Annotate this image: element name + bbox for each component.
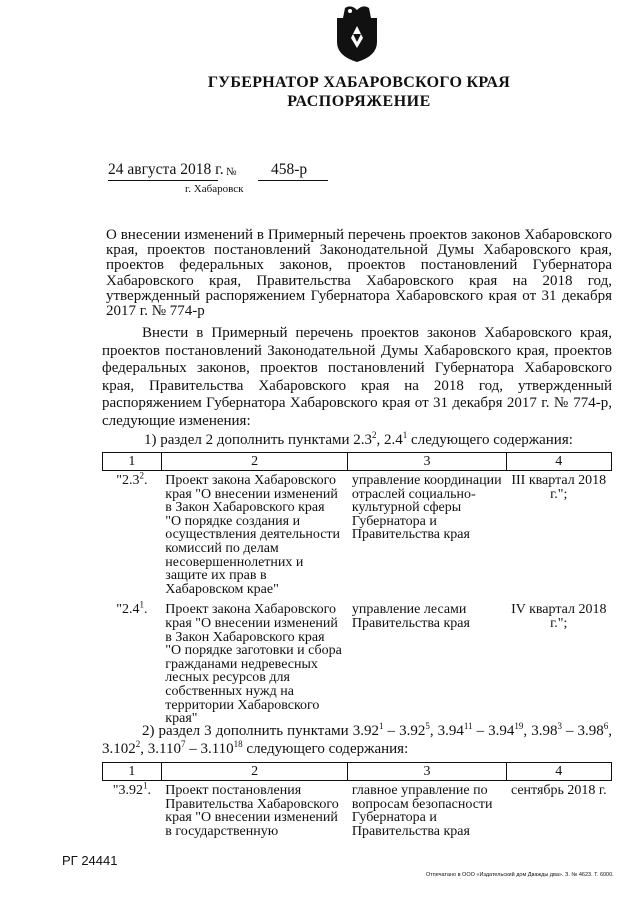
document-subject: О внесении изменений в Примерный перечень проектов законов Хабаровского края, проектов постановлений Законодательной Думы Хабаровского края, проектов федеральных законов, проектов постановлений Губернатора Хабаровского края, Правительства Хабаровского края на 2018 год, утвержденный распоряжением Губернатора Хабаровского края от 31 декабря 2017 г. № 774-р <box>106 227 612 320</box>
row-term: сентябрь 2018 г. <box>510 783 607 798</box>
date-underline <box>108 180 218 181</box>
row-title: Проект закона Хабаровского края "О внесении изменений в Закон Хабаровского края "О порядке заготовки и сбора гражданами недревесных лесных ресурсов для собственных нужд на территории Хабаровского края" <box>165 602 342 727</box>
row-responsible: управление координации отраслей социально-культурной сферы Губернатора и Правительства края <box>351 473 502 543</box>
number-underline <box>258 180 328 181</box>
column-header: 4 <box>506 763 611 781</box>
coat-of-arms-icon <box>333 4 381 64</box>
column-header: 3 <box>348 453 506 471</box>
column-header: 2 <box>161 453 348 471</box>
row-number: "$2.3^2$. <box>116 470 148 488</box>
amendment-table-1 <box>102 452 612 730</box>
document-number: 458-р <box>271 161 308 178</box>
registry-code: РГ 24441 <box>62 853 118 868</box>
main-paragraph: Внести в Примерный перечень проектов законов Хабаровского края, проектов постановлений Законодательной Думы Хабаровского края, проектов федеральных законов, проектов постановлений Губернатора Хабаровского края, Правительства Хабаровского края на 2018 год, утвержденный распоряжением Губернатора Хабаровского края от 31 декабря 2017 г. № 774-р, следующие изменения: <box>102 325 612 429</box>
row-number: "$2.4^1$. <box>116 599 148 618</box>
table-row <box>103 781 612 843</box>
amendment-table-2 <box>102 762 612 842</box>
row-title: Проект закона Хабаровского края "О внесении изменений в Закон Хабаровского края "О порядке создания и осуществления деятельности комиссий по делам несовершеннолетних и защите их прав в Хабаровском крае" <box>165 473 341 597</box>
number-sign: № <box>226 166 237 178</box>
row-number: "3.92$^1$. <box>112 780 151 798</box>
row-term: III квартал 2018 г."; <box>511 473 607 502</box>
table-row <box>103 600 612 729</box>
column-header: 2 <box>161 763 348 781</box>
item-2: 2) раздел 3 дополнить пунктами 3.92$^1$ – 3.92$^5$, 3.94$^{11}$ – 3.94$^{19}$, 3.98$^3$ – 3.98$^6$, 3.102$^2$, 3.110$^7$ – 3.110$^{18}$ следующего содержания: <box>102 721 613 757</box>
row-responsible: главное управление по вопросам безопасности Губернатора и Правительства края <box>351 783 493 839</box>
document-type: РАСПОРЯЖЕНИЕ <box>287 93 431 110</box>
document-date: 24 августа 2018 г. <box>108 161 224 178</box>
column-header: 1 <box>103 763 162 781</box>
table-header-row <box>103 453 612 471</box>
document-city: г. Хабаровск <box>185 183 244 195</box>
row-responsible: управление лесами Правительства края <box>351 602 470 631</box>
column-header: 3 <box>348 763 506 781</box>
table-row <box>103 471 612 601</box>
issuer-title: ГУБЕРНАТОР ХАБАРОВСКОГО КРАЯ <box>207 74 511 91</box>
print-note: Отпечатано в ООО «Издательский дом Дважды два». З. № 4623. Т. 6000. <box>426 872 614 878</box>
item-1: 1) раздел 2 дополнить пунктами $2.3^2$, $2.4^1$ следующего содержания: <box>144 430 573 448</box>
column-header: 1 <box>103 453 162 471</box>
table-header-row <box>103 763 612 781</box>
column-header: 4 <box>506 453 611 471</box>
row-term: IV квартал 2018 г."; <box>511 602 607 631</box>
row-title: Проект постановления Правительства Хабаровского края "О внесении изменений в государственную <box>165 783 339 839</box>
